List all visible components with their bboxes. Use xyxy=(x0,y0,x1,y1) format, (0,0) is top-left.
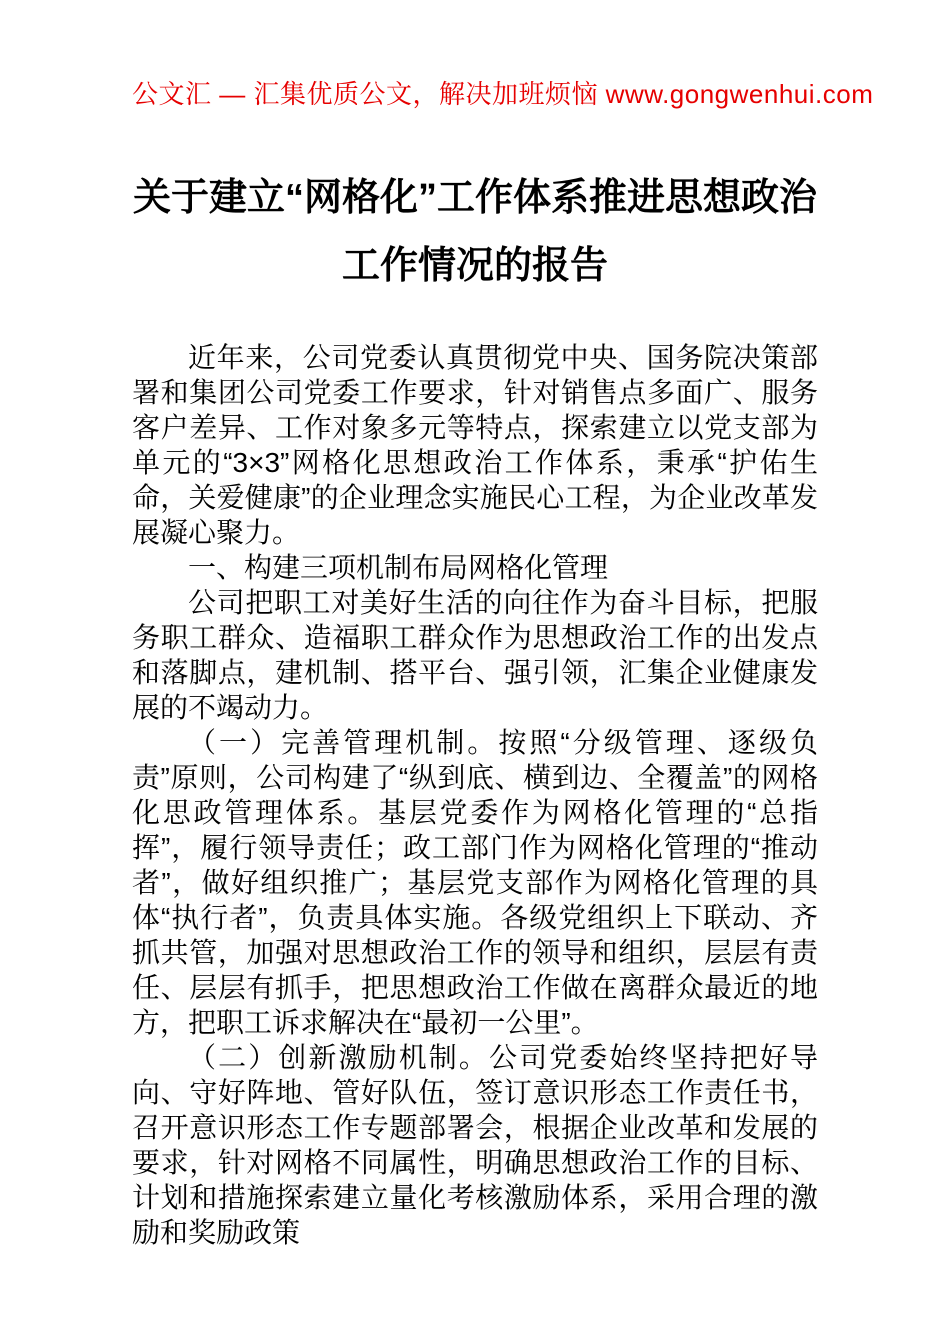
page-title: 关于建立“网格化”工作体系推进思想政治工作情况的报告 xyxy=(132,177,817,287)
document-body xyxy=(132,340,818,1250)
paragraph: （一）完善管理机制。按照“分级管理、逐级负责”原则，公司构建了“纵到底、横到边、全覆盖”的网格化思政管理体系。基层党委作为网格化管理的“总指挥”，履行领导责任；政工部门作为网格化管理的“推动者”，做好组织推广；基层党支部作为网格化管理的具体“执行者”，负责具体实施。各级党组织上下联动、齐抓共管，加强对思想政治工作的领导和组织，层层有责任、层层有抓手，把思想政治工作做在离群众最近的地方，把职工诉求解决在“最初一公里”。 xyxy=(132,727,818,1038)
watermark-banner: 公文汇 — 汇集优质公文，解决加班烦恼 www.gongwenhui.com xyxy=(132,79,874,109)
paragraph: 公司把职工对美好生活的向往作为奋斗目标，把服务职工群众、造福职工群众作为思想政治工作的出发点和落脚点，建机制、搭平台、强引领，汇集企业健康发展的不竭动力。 xyxy=(132,587,818,723)
paragraph: 近年来，公司党委认真贯彻党中央、国务院决策部署和集团公司党委工作要求，针对销售点多面广、服务客户差异、工作对象多元等特点，探索建立以党支部为单元的“3×3”网格化思想政治工作体系，秉承“护佑生命，关爱健康”的企业理念实施民心工程，为企业改革发展凝心聚力。 xyxy=(132,342,818,548)
paragraph: （二）创新激励机制。公司党委始终坚持把好导向、守好阵地、管好队伍，签订意识形态工作责任书，召开意识形态工作专题部署会，根据企业改革和发展的要求，针对网格不同属性，明确思想政治工作的目标、计划和措施探索建立量化考核激励体系，采用合理的激励和奖励政策 xyxy=(132,1042,818,1248)
section-heading: 一、构建三项机制布局网格化管理 xyxy=(188,552,609,583)
